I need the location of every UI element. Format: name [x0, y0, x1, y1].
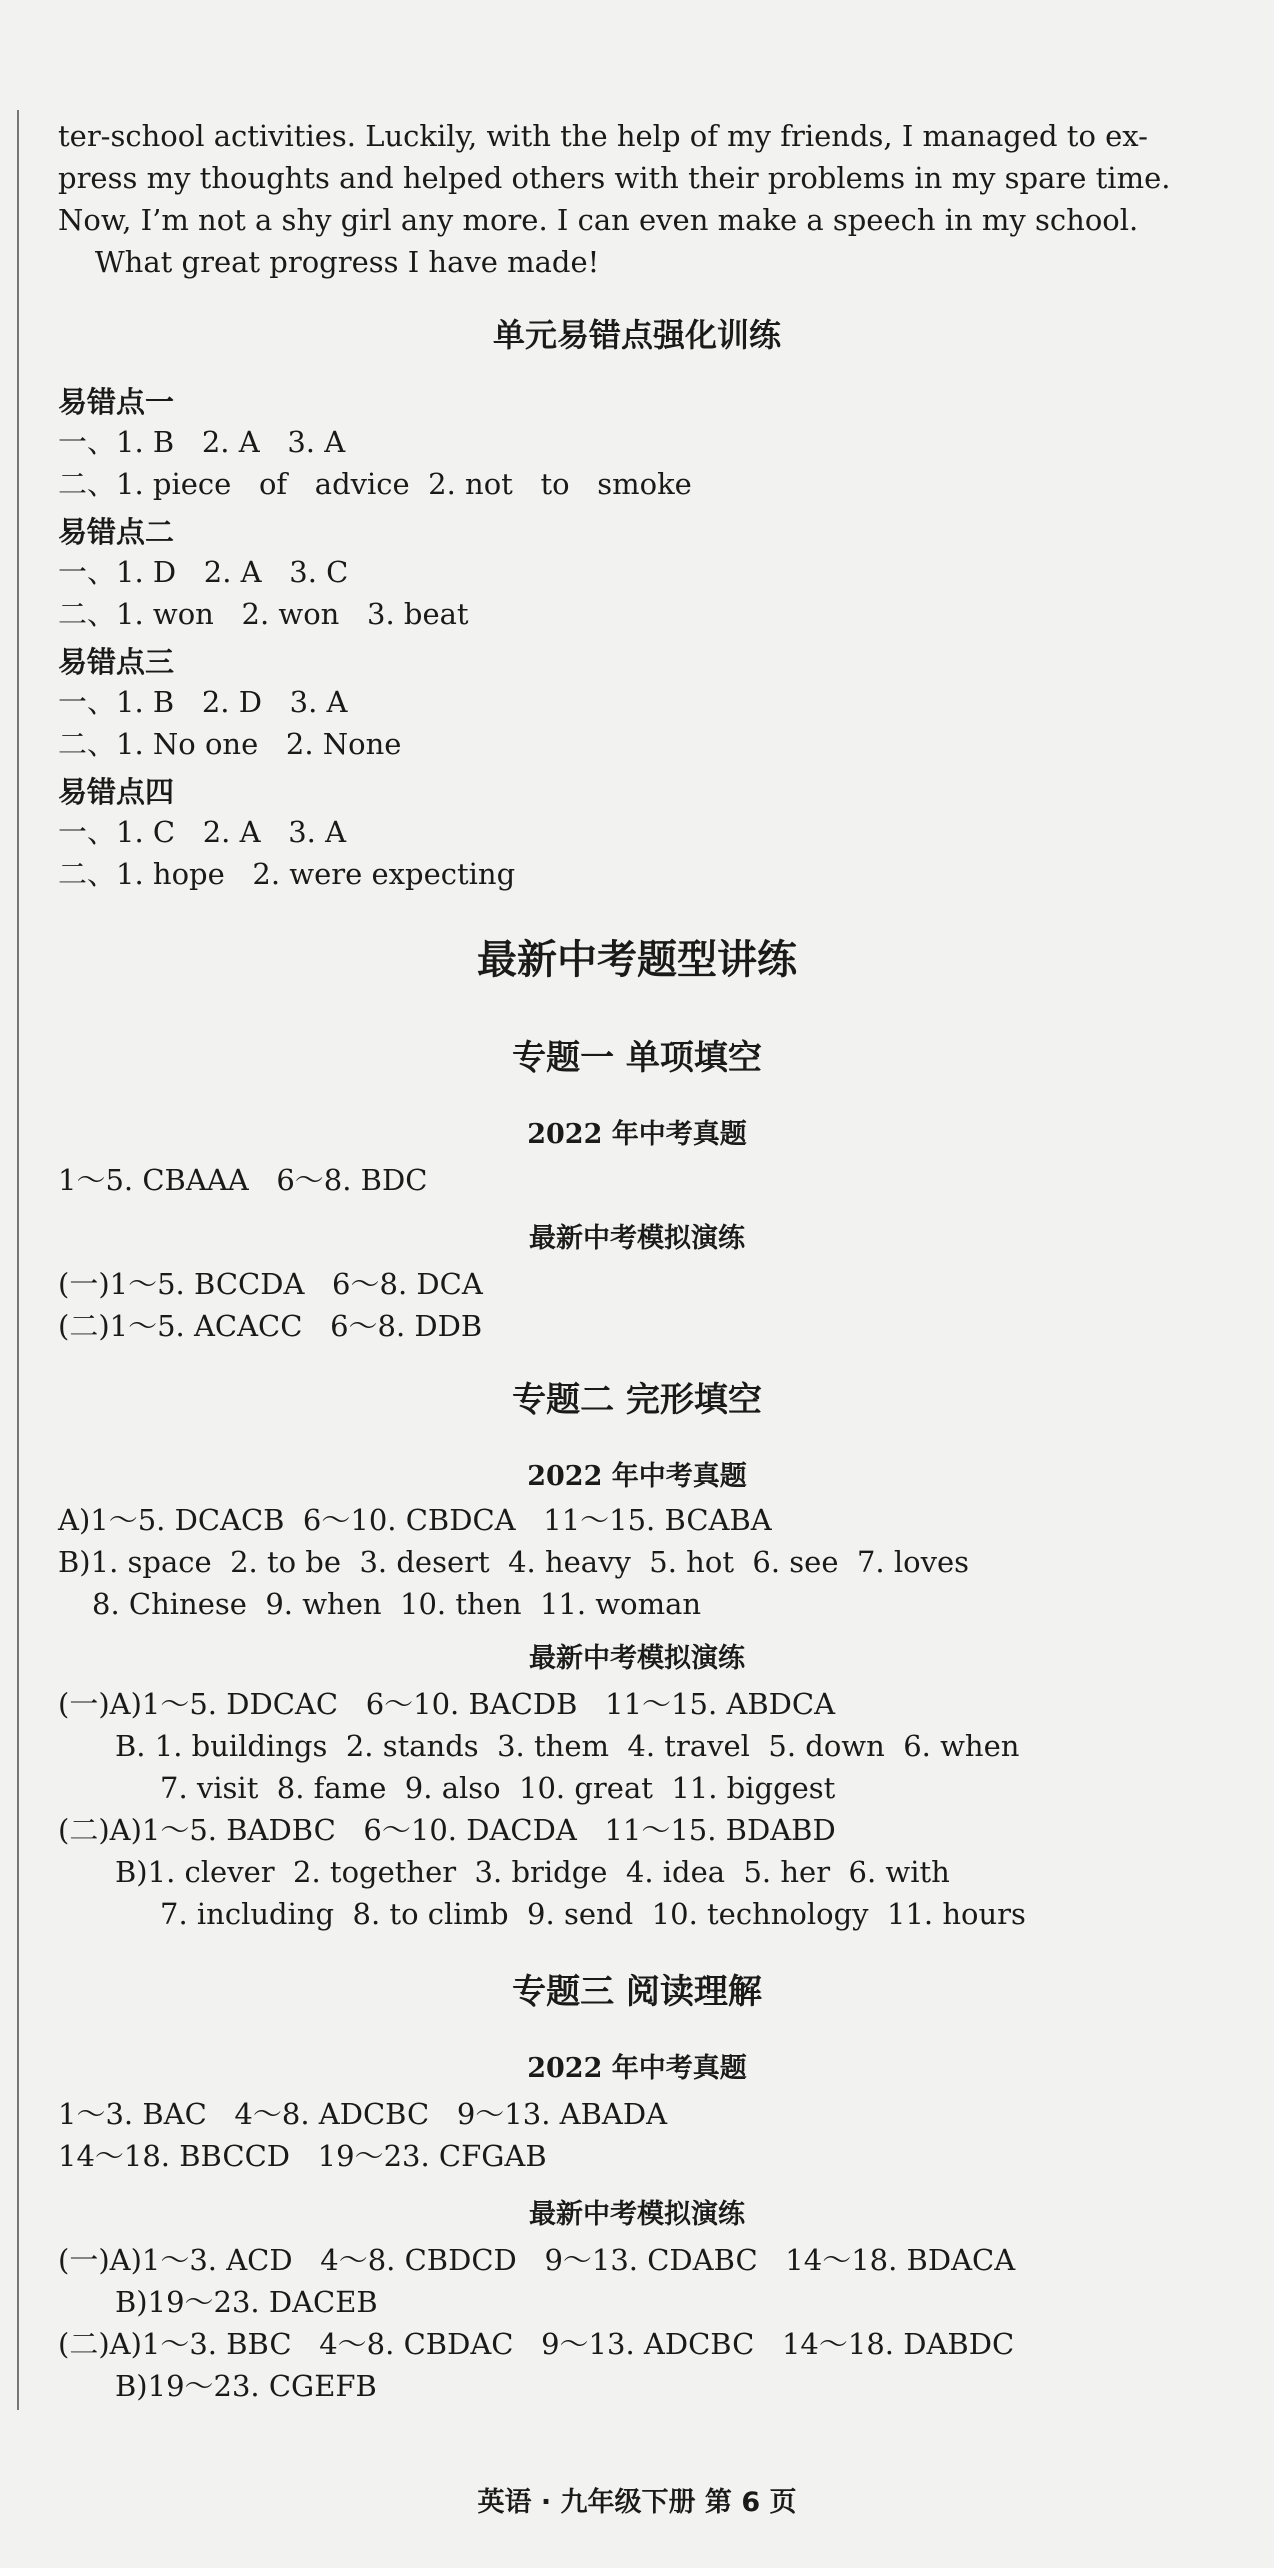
mock-exam-title: 最新中考模拟演练 [529, 1223, 745, 1254]
topic-title: 专题二 完形填空 [512, 1380, 762, 1420]
answer-line: 8. Chinese 9. when 10. then 11. woman [92, 1587, 702, 1621]
answer-line: (一)1～5. BCCDA 6～8. DCA [58, 1267, 483, 1301]
answer-line: 二、1. won 2. won 3. beat [58, 597, 469, 631]
real-exam-title: 2022 年中考真题 [527, 2053, 747, 2084]
error-point-label: 易错点三 [58, 645, 175, 679]
answer-line: 一、1. D 2. A 3. C [58, 555, 349, 589]
answer-line: (一)A)1～3. ACD 4～8. CBDCD 9～13. CDABC 14～18. BDACA [58, 2243, 1016, 2277]
essay-line: What great progress I have made! [58, 245, 600, 279]
answer-line: B)19～23. DACEB [115, 2285, 378, 2319]
answer-line: (一)A)1～5. DDCAC 6～10. BACDB 11～15. ABDCA [58, 1687, 836, 1721]
answer-line: 1～3. BAC 4～8. ADCBC 9～13. ABADA [58, 2097, 668, 2131]
essay-line: Now, I’m not a shy girl any more. I can even make a speech in my school. [58, 203, 1139, 237]
answer-line: 7. visit 8. fame 9. also 10. great 11. biggest [160, 1771, 836, 1805]
answer-line: 14～18. BBCCD 19～23. CFGAB [58, 2139, 547, 2173]
real-exam-title: 2022 年中考真题 [527, 1119, 747, 1150]
error-point-label: 易错点四 [58, 775, 175, 809]
error-point-label: 易错点一 [58, 385, 175, 419]
answer-line: A)1～5. DCACB 6～10. CBDCA 11～15. BCABA [58, 1503, 772, 1537]
real-exam-title: 2022 年中考真题 [527, 1461, 747, 1492]
essay-line: press my thoughts and helped others with their problems in my spare time. [58, 161, 1171, 195]
answer-line: (二)A)1～5. BADBC 6～10. DACDA 11～15. BDABD [58, 1813, 836, 1847]
answer-line: (二)1～5. ACACC 6～8. DDB [58, 1309, 483, 1343]
answer-line: B. 1. buildings 2. stands 3. them 4. travel 5. down 6. when [115, 1729, 1020, 1763]
unit-errors-title: 单元易错点强化训练 [492, 316, 781, 354]
essay-line: ter-school activities. Luckily, with the help of my friends, I managed to ex- [58, 119, 1148, 153]
error-point-label: 易错点二 [58, 515, 175, 549]
answer-line: 二、1. hope 2. were expecting [58, 857, 516, 891]
answer-line: (二)A)1～3. BBC 4～8. CBDAC 9～13. ADCBC 14～18. DABDC [58, 2327, 1015, 2361]
answer-line: 一、1. B 2. D 3. A [58, 685, 348, 719]
answer-line: 1～5. CBAAA 6～8. BDC [58, 1163, 428, 1197]
page-footer: 英语 · 九年级下册 第 6 页 [477, 2487, 797, 2518]
mock-exam-title: 最新中考模拟演练 [529, 1643, 745, 1674]
answer-line: 一、1. B 2. A 3. A [58, 425, 346, 459]
answer-line: 二、1. No one 2. None [58, 727, 402, 761]
answer-line: 二、1. piece of advice 2. not to smoke [58, 467, 692, 501]
answer-line: B)19～23. CGEFB [115, 2369, 377, 2403]
answer-line: 一、1. C 2. A 3. A [58, 815, 347, 849]
answer-line: B)1. clever 2. together 3. bridge 4. idea 5. her 6. with [115, 1855, 950, 1889]
answer-line: B)1. space 2. to be 3. desert 4. heavy 5. hot 6. see 7. loves [58, 1545, 969, 1579]
topic-title: 专题一 单项填空 [512, 1038, 762, 1078]
topic-title: 专题三 阅读理解 [512, 1972, 762, 2012]
exam-section-title: 最新中考题型讲练 [477, 937, 797, 983]
answer-line: 7. including 8. to climb 9. send 10. technology 11. hours [160, 1897, 1026, 1931]
mock-exam-title: 最新中考模拟演练 [529, 2199, 745, 2230]
